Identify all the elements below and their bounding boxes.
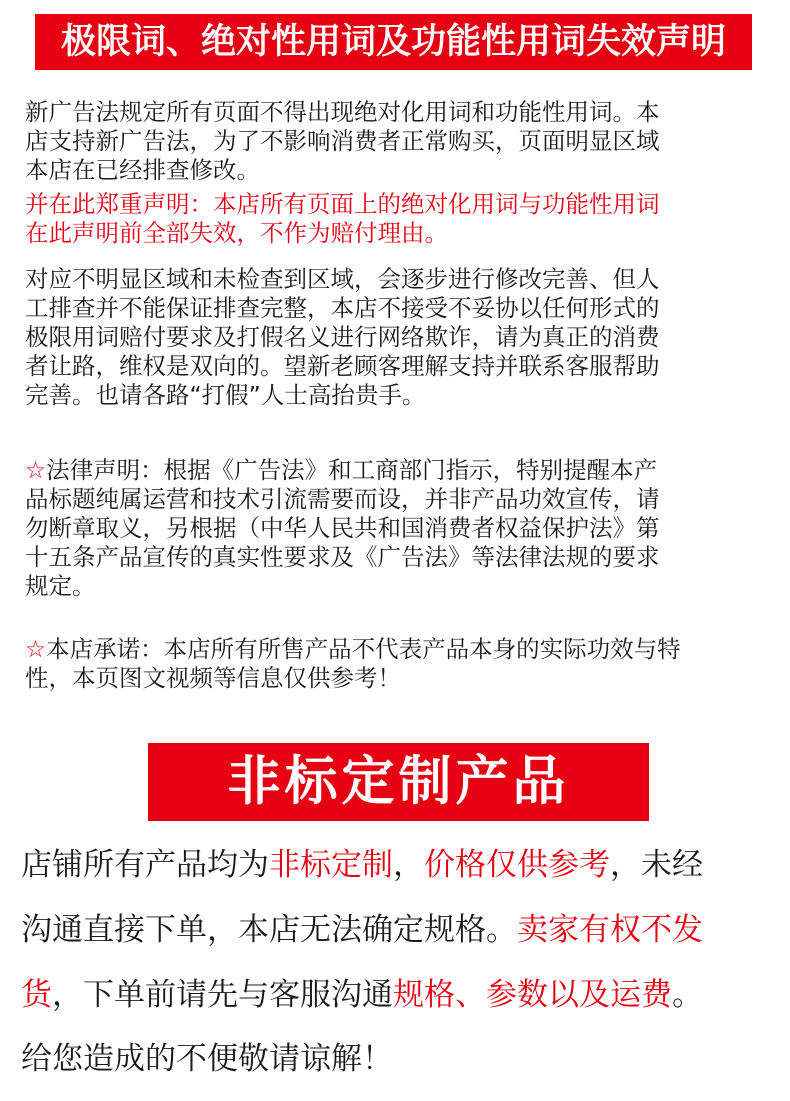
star-icon: ☆ <box>25 456 47 484</box>
disclaimer-title-banner: 极限词、绝对性用词及功能性用词失效声明 <box>35 14 752 70</box>
promise-text: 本店承诺：本店所有所售产品不代表产品本身的实际功效与特 <box>46 635 681 663</box>
intro-line: 新广告法规定所有页面不得出现绝对化用词和功能性用词。本 <box>25 98 660 126</box>
custom-notice-highlight: 非标定制 <box>269 847 393 883</box>
custom-notice-highlight: 价格仅供参考 <box>424 847 610 883</box>
notice-line: 工排查并不能保证排查完整，本店不接受不妥协以任何形式的 <box>25 294 660 322</box>
legal-statement-line <box>25 456 767 485</box>
legal-statement-line: 勿断章取义，另根据（中华人民共和国消费者权益保护法》第 <box>25 514 660 542</box>
custom-notice-text: 店铺所有产品均为 <box>21 847 269 883</box>
declaration-line: 在此声明前全部失效，不作为赔付理由。 <box>25 219 448 247</box>
legal-statement-paragraph <box>25 456 767 601</box>
notice-paragraph <box>25 265 767 410</box>
promise-line <box>25 635 790 664</box>
intro-line: 店支持新广告法，为了不影响消费者正常购买，页面明显区域 <box>25 127 660 155</box>
custom-notice-line <box>21 975 781 1015</box>
custom-notice-text: 沟通直接下单，本店无法确定规格。 <box>21 912 517 948</box>
legal-statement-line: 十五条产品宣传的真实性要求及《广告法》等法律法规的要求 <box>25 543 660 571</box>
declaration-paragraph <box>25 190 767 248</box>
intro-line: 本店在已经排查修改。 <box>25 156 260 184</box>
legal-statement-text: 法律声明：根据《广告法》和工商部门指示，特别提醒本产 <box>46 456 658 484</box>
promise-paragraph <box>25 635 790 693</box>
custom-notice-text: ，未经 <box>610 847 703 883</box>
custom-notice-text: 。 <box>672 977 703 1013</box>
custom-product-banner: 非标定制产品 <box>148 743 649 821</box>
legal-statement-line: 品标题纯属运营和技术引流需要而设，并非产品功效宣传，请 <box>25 485 660 513</box>
star-icon: ☆ <box>25 635 47 663</box>
custom-notice-highlight: 货 <box>21 977 52 1013</box>
custom-notice-text: ， <box>393 847 424 883</box>
intro-paragraph <box>25 98 767 185</box>
legal-statement-line: 规定。 <box>25 572 96 600</box>
custom-notice-highlight: 卖家有权不发 <box>517 912 703 948</box>
notice-line: 极限用词赔付要求及打假名义进行网络欺诈，请为真正的消费 <box>25 323 660 351</box>
custom-notice-highlight: 规格、参数以及运费 <box>393 977 672 1013</box>
notice-line: 者让路，维权是双向的。望新老顾客理解支持并联系客服帮助 <box>25 352 660 380</box>
notice-line: 对应不明显区域和未检查到区域，会逐步进行修改完善、但人 <box>25 265 660 293</box>
declaration-line: 并在此郑重声明：本店所有页面上的绝对化用词与功能性用词 <box>25 190 660 218</box>
custom-notice-line <box>21 910 781 950</box>
notice-line: 完善。也请各路“打假”人士高抬贵手。 <box>25 381 426 409</box>
custom-notice-text: ，下单前请先与客服沟通 <box>52 977 393 1013</box>
custom-notice-line <box>21 845 781 885</box>
custom-notice-line: 给您造成的不便敬请谅解！ <box>21 1041 393 1077</box>
promise-line: 性，本页图文视频等信息仅供参考！ <box>25 664 401 692</box>
